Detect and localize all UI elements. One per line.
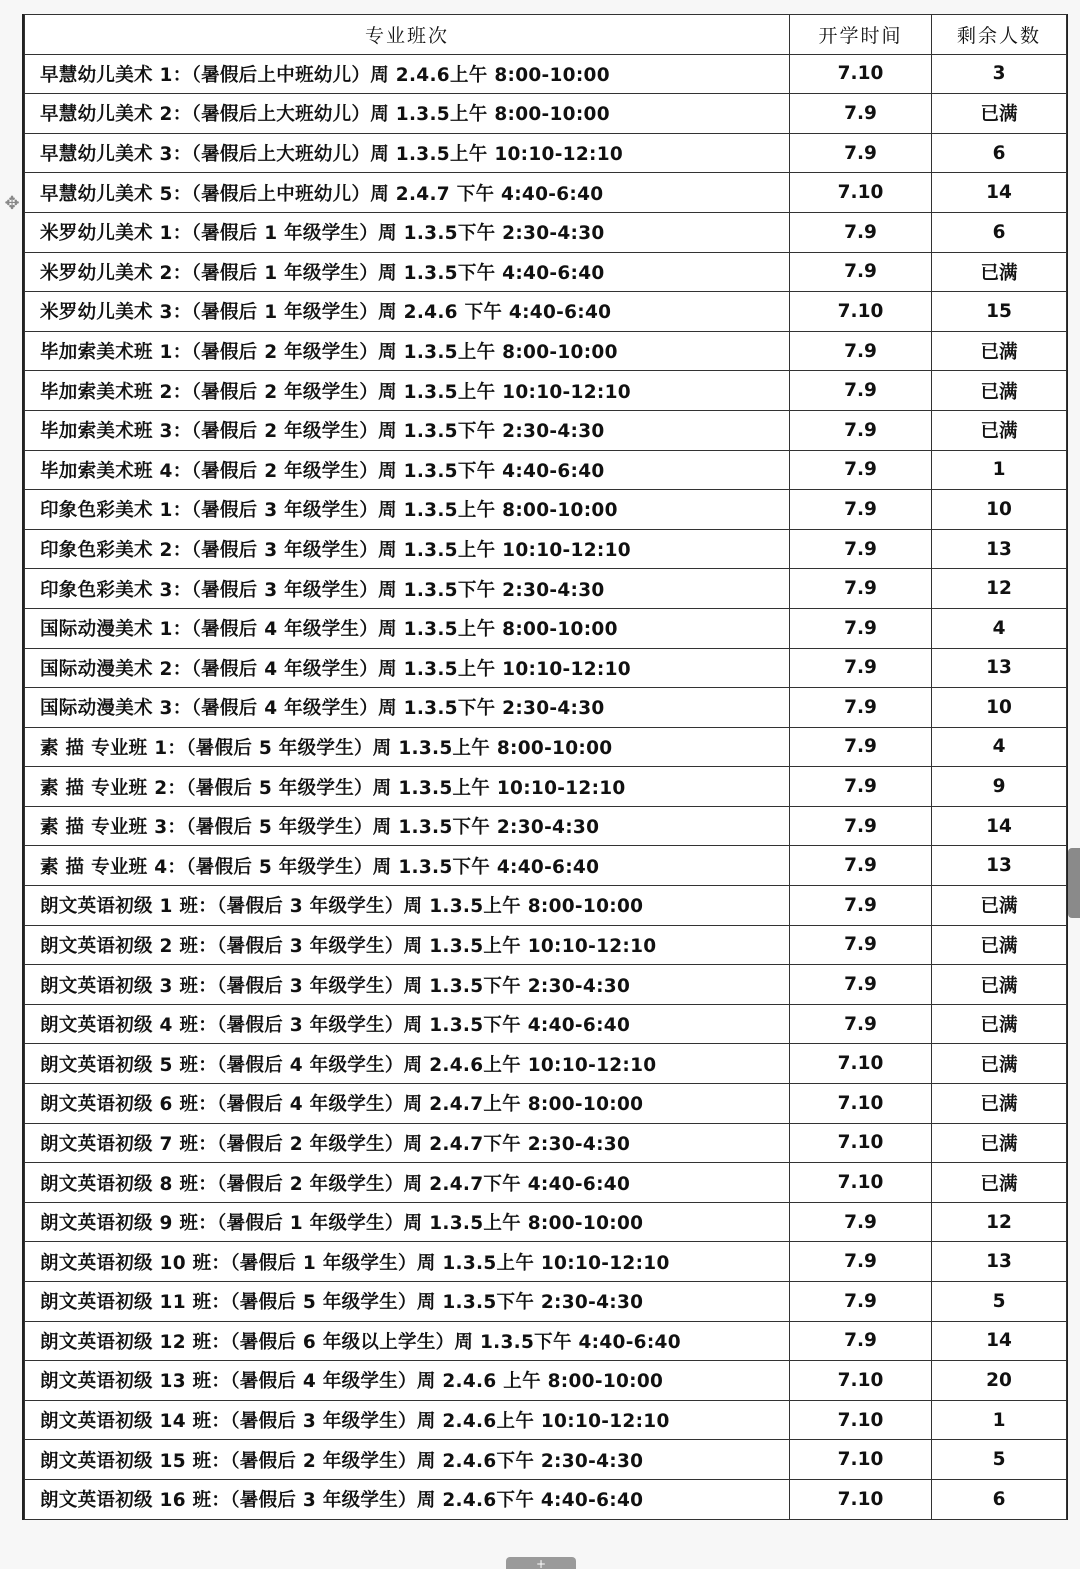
class-name-cell: 早慧幼儿美术 1：（暑假后上中班幼儿）周 2.4.6上午 8:00-10:00	[25, 54, 790, 94]
remaining-cell: 12	[932, 1202, 1067, 1242]
start-date-cell: 7.9	[790, 331, 932, 371]
class-name-cell: 朗文英语初级 2 班：（暑假后 3 年级学生）周 1.3.5上午 10:10-12:10	[25, 925, 790, 965]
class-name-cell: 朗文英语初级 7 班：（暑假后 2 年级学生）周 2.4.7下午 2:30-4:30	[25, 1123, 790, 1163]
table-row	[25, 846, 1067, 886]
class-name-cell: 素 描 专业班 4：（暑假后 5 年级学生）周 1.3.5下午 4:40-6:40	[25, 846, 790, 886]
class-name-cell: 素 描 专业班 1：（暑假后 5 年级学生）周 1.3.5上午 8:00-10:00	[25, 727, 790, 767]
table-move-handle-icon[interactable]: ✥	[4, 193, 20, 214]
remaining-cell: 15	[932, 292, 1067, 332]
class-name-cell: 国际动漫美术 1：（暑假后 4 年级学生）周 1.3.5上午 8:00-10:00	[25, 608, 790, 648]
table-row	[25, 727, 1067, 767]
remaining-cell: 已满	[932, 965, 1067, 1005]
start-date-cell: 7.9	[790, 767, 932, 807]
table-row	[25, 1004, 1067, 1044]
table-header-row	[25, 15, 1067, 55]
remaining-cell: 4	[932, 727, 1067, 767]
remaining-cell: 已满	[932, 925, 1067, 965]
table-row	[25, 1242, 1067, 1282]
class-name-cell: 米罗幼儿美术 2：（暑假后 1 年级学生）周 1.3.5下午 4:40-6:40	[25, 252, 790, 292]
remaining-cell: 13	[932, 529, 1067, 569]
start-date-cell: 7.9	[790, 886, 932, 926]
class-name-cell: 早慧幼儿美术 2：（暑假后上大班幼儿）周 1.3.5上午 8:00-10:00	[25, 94, 790, 134]
class-name-cell: 朗文英语初级 13 班：（暑假后 4 年级学生）周 2.4.6 上午 8:00-10:00	[25, 1361, 790, 1401]
remaining-cell: 9	[932, 767, 1067, 807]
start-date-cell: 7.10	[790, 292, 932, 332]
table-row	[25, 331, 1067, 371]
remaining-cell: 4	[932, 608, 1067, 648]
class-name-cell: 米罗幼儿美术 3：（暑假后 1 年级学生）周 2.4.6 下午 4:40-6:40	[25, 292, 790, 332]
remaining-cell: 13	[932, 1242, 1067, 1282]
start-date-cell: 7.9	[790, 648, 932, 688]
remaining-cell: 已满	[932, 886, 1067, 926]
table-row	[25, 133, 1067, 173]
class-name-cell: 朗文英语初级 5 班：（暑假后 4 年级学生）周 2.4.6上午 10:10-12:10	[25, 1044, 790, 1084]
header-class: 专业班次	[25, 15, 790, 55]
table-row	[25, 1163, 1067, 1203]
table-row	[25, 1479, 1067, 1519]
table-row	[25, 450, 1067, 490]
remaining-cell: 已满	[932, 331, 1067, 371]
class-name-cell: 素 描 专业班 3：（暑假后 5 年级学生）周 1.3.5下午 2:30-4:30	[25, 806, 790, 846]
start-date-cell: 7.9	[790, 846, 932, 886]
start-date-cell: 7.10	[790, 1084, 932, 1124]
class-name-cell: 朗文英语初级 10 班：（暑假后 1 年级学生）周 1.3.5上午 10:10-12:10	[25, 1242, 790, 1282]
class-schedule-table-wrapper	[22, 14, 1068, 1520]
class-name-cell: 毕加索美术班 3：（暑假后 2 年级学生）周 1.3.5下午 2:30-4:30	[25, 410, 790, 450]
table-row	[25, 410, 1067, 450]
class-name-cell: 朗文英语初级 15 班：（暑假后 2 年级学生）周 2.4.6下午 2:30-4:30	[25, 1440, 790, 1480]
table-row	[25, 965, 1067, 1005]
table-row	[25, 212, 1067, 252]
start-date-cell: 7.10	[790, 1440, 932, 1480]
start-date-cell: 7.9	[790, 133, 932, 173]
remaining-cell: 已满	[932, 410, 1067, 450]
class-name-cell: 国际动漫美术 3：（暑假后 4 年级学生）周 1.3.5下午 2:30-4:30	[25, 688, 790, 728]
remaining-cell: 已满	[932, 1123, 1067, 1163]
start-date-cell: 7.9	[790, 1202, 932, 1242]
table-row	[25, 94, 1067, 134]
table-row	[25, 1044, 1067, 1084]
remaining-cell: 已满	[932, 1044, 1067, 1084]
remaining-cell: 已满	[932, 1084, 1067, 1124]
class-name-cell: 朗文英语初级 12 班：（暑假后 6 年级以上学生）周 1.3.5下午 4:40-6:40	[25, 1321, 790, 1361]
start-date-cell: 7.9	[790, 727, 932, 767]
table-row	[25, 608, 1067, 648]
remaining-cell: 已满	[932, 252, 1067, 292]
start-date-cell: 7.9	[790, 94, 932, 134]
remaining-cell: 1	[932, 450, 1067, 490]
class-name-cell: 毕加索美术班 2：（暑假后 2 年级学生）周 1.3.5上午 10:10-12:10	[25, 371, 790, 411]
remaining-cell: 14	[932, 806, 1067, 846]
start-date-cell: 7.10	[790, 1479, 932, 1519]
table-row	[25, 173, 1067, 213]
class-name-cell: 印象色彩美术 1：（暑假后 3 年级学生）周 1.3.5上午 8:00-10:00	[25, 490, 790, 530]
start-date-cell: 7.9	[790, 410, 932, 450]
remaining-cell: 已满	[932, 94, 1067, 134]
start-date-cell: 7.10	[790, 1163, 932, 1203]
table-row	[25, 1202, 1067, 1242]
table-row	[25, 371, 1067, 411]
table-row	[25, 767, 1067, 807]
class-name-cell: 朗文英语初级 16 班：（暑假后 3 年级学生）周 2.4.6下午 4:40-6:40	[25, 1479, 790, 1519]
start-date-cell: 7.9	[790, 965, 932, 1005]
table-row	[25, 1321, 1067, 1361]
table-row	[25, 252, 1067, 292]
table-row	[25, 648, 1067, 688]
remaining-cell: 已满	[932, 1163, 1067, 1203]
table-row	[25, 1361, 1067, 1401]
class-name-cell: 朗文英语初级 14 班：（暑假后 3 年级学生）周 2.4.6上午 10:10-12:10	[25, 1400, 790, 1440]
start-date-cell: 7.10	[790, 1044, 932, 1084]
table-row	[25, 1400, 1067, 1440]
remaining-cell: 12	[932, 569, 1067, 609]
table-row	[25, 806, 1067, 846]
table-row	[25, 688, 1067, 728]
remaining-cell: 6	[932, 133, 1067, 173]
class-name-cell: 毕加索美术班 4：（暑假后 2 年级学生）周 1.3.5下午 4:40-6:40	[25, 450, 790, 490]
remaining-cell: 6	[932, 1479, 1067, 1519]
remaining-cell: 1	[932, 1400, 1067, 1440]
start-date-cell: 7.9	[790, 529, 932, 569]
remaining-cell: 5	[932, 1282, 1067, 1322]
class-name-cell: 朗文英语初级 11 班：（暑假后 5 年级学生）周 1.3.5下午 2:30-4:30	[25, 1282, 790, 1322]
side-scroll-tab[interactable]	[1068, 848, 1080, 918]
remaining-cell: 10	[932, 688, 1067, 728]
start-date-cell: 7.9	[790, 608, 932, 648]
start-date-cell: 7.10	[790, 1361, 932, 1401]
start-date-cell: 7.10	[790, 54, 932, 94]
class-name-cell: 朗文英语初级 9 班：（暑假后 1 年级学生）周 1.3.5上午 8:00-10:00	[25, 1202, 790, 1242]
table-row	[25, 1123, 1067, 1163]
start-date-cell: 7.9	[790, 490, 932, 530]
start-date-cell: 7.9	[790, 212, 932, 252]
start-date-cell: 7.9	[790, 450, 932, 490]
class-name-cell: 朗文英语初级 4 班：（暑假后 3 年级学生）周 1.3.5下午 4:40-6:40	[25, 1004, 790, 1044]
table-row	[25, 886, 1067, 926]
remaining-cell: 13	[932, 846, 1067, 886]
header-start-date: 开学时间	[790, 15, 932, 55]
remaining-cell: 10	[932, 490, 1067, 530]
class-name-cell: 米罗幼儿美术 1：（暑假后 1 年级学生）周 1.3.5下午 2:30-4:30	[25, 212, 790, 252]
start-date-cell: 7.10	[790, 1400, 932, 1440]
remaining-cell: 3	[932, 54, 1067, 94]
start-date-cell: 7.9	[790, 1282, 932, 1322]
table-row	[25, 292, 1067, 332]
start-date-cell: 7.9	[790, 1004, 932, 1044]
start-date-cell: 7.10	[790, 1123, 932, 1163]
class-name-cell: 朗文英语初级 8 班：（暑假后 2 年级学生）周 2.4.7下午 4:40-6:40	[25, 1163, 790, 1203]
start-date-cell: 7.9	[790, 688, 932, 728]
header-remaining: 剩余人数	[932, 15, 1067, 55]
class-schedule-table	[24, 14, 1067, 1520]
start-date-cell: 7.9	[790, 569, 932, 609]
class-name-cell: 印象色彩美术 3：（暑假后 3 年级学生）周 1.3.5下午 2:30-4:30	[25, 569, 790, 609]
table-row	[25, 529, 1067, 569]
class-name-cell: 毕加索美术班 1：（暑假后 2 年级学生）周 1.3.5上午 8:00-10:00	[25, 331, 790, 371]
start-date-cell: 7.9	[790, 806, 932, 846]
start-date-cell: 7.9	[790, 1242, 932, 1282]
add-row-tab[interactable]: +	[506, 1557, 576, 1569]
remaining-cell: 5	[932, 1440, 1067, 1480]
remaining-cell: 14	[932, 1321, 1067, 1361]
class-name-cell: 早慧幼儿美术 5：（暑假后上中班幼儿）周 2.4.7 下午 4:40-6:40	[25, 173, 790, 213]
remaining-cell: 13	[932, 648, 1067, 688]
start-date-cell: 7.9	[790, 1321, 932, 1361]
table-row	[25, 569, 1067, 609]
table-row	[25, 1084, 1067, 1124]
remaining-cell: 已满	[932, 371, 1067, 411]
class-name-cell: 朗文英语初级 3 班：（暑假后 3 年级学生）周 1.3.5下午 2:30-4:30	[25, 965, 790, 1005]
remaining-cell: 已满	[932, 1004, 1067, 1044]
table-row	[25, 925, 1067, 965]
start-date-cell: 7.10	[790, 173, 932, 213]
class-name-cell: 朗文英语初级 6 班：（暑假后 4 年级学生）周 2.4.7上午 8:00-10:00	[25, 1084, 790, 1124]
table-body	[25, 54, 1067, 1519]
start-date-cell: 7.9	[790, 252, 932, 292]
class-name-cell: 国际动漫美术 2：（暑假后 4 年级学生）周 1.3.5上午 10:10-12:10	[25, 648, 790, 688]
remaining-cell: 6	[932, 212, 1067, 252]
start-date-cell: 7.9	[790, 371, 932, 411]
class-name-cell: 素 描 专业班 2：（暑假后 5 年级学生）周 1.3.5上午 10:10-12:10	[25, 767, 790, 807]
class-name-cell: 印象色彩美术 2：（暑假后 3 年级学生）周 1.3.5上午 10:10-12:10	[25, 529, 790, 569]
table-row	[25, 490, 1067, 530]
class-name-cell: 朗文英语初级 1 班：（暑假后 3 年级学生）周 1.3.5上午 8:00-10:00	[25, 886, 790, 926]
table-row	[25, 1282, 1067, 1322]
table-row	[25, 54, 1067, 94]
start-date-cell: 7.9	[790, 925, 932, 965]
remaining-cell: 14	[932, 173, 1067, 213]
table-row	[25, 1440, 1067, 1480]
class-name-cell: 早慧幼儿美术 3：（暑假后上大班幼儿）周 1.3.5上午 10:10-12:10	[25, 133, 790, 173]
remaining-cell: 20	[932, 1361, 1067, 1401]
